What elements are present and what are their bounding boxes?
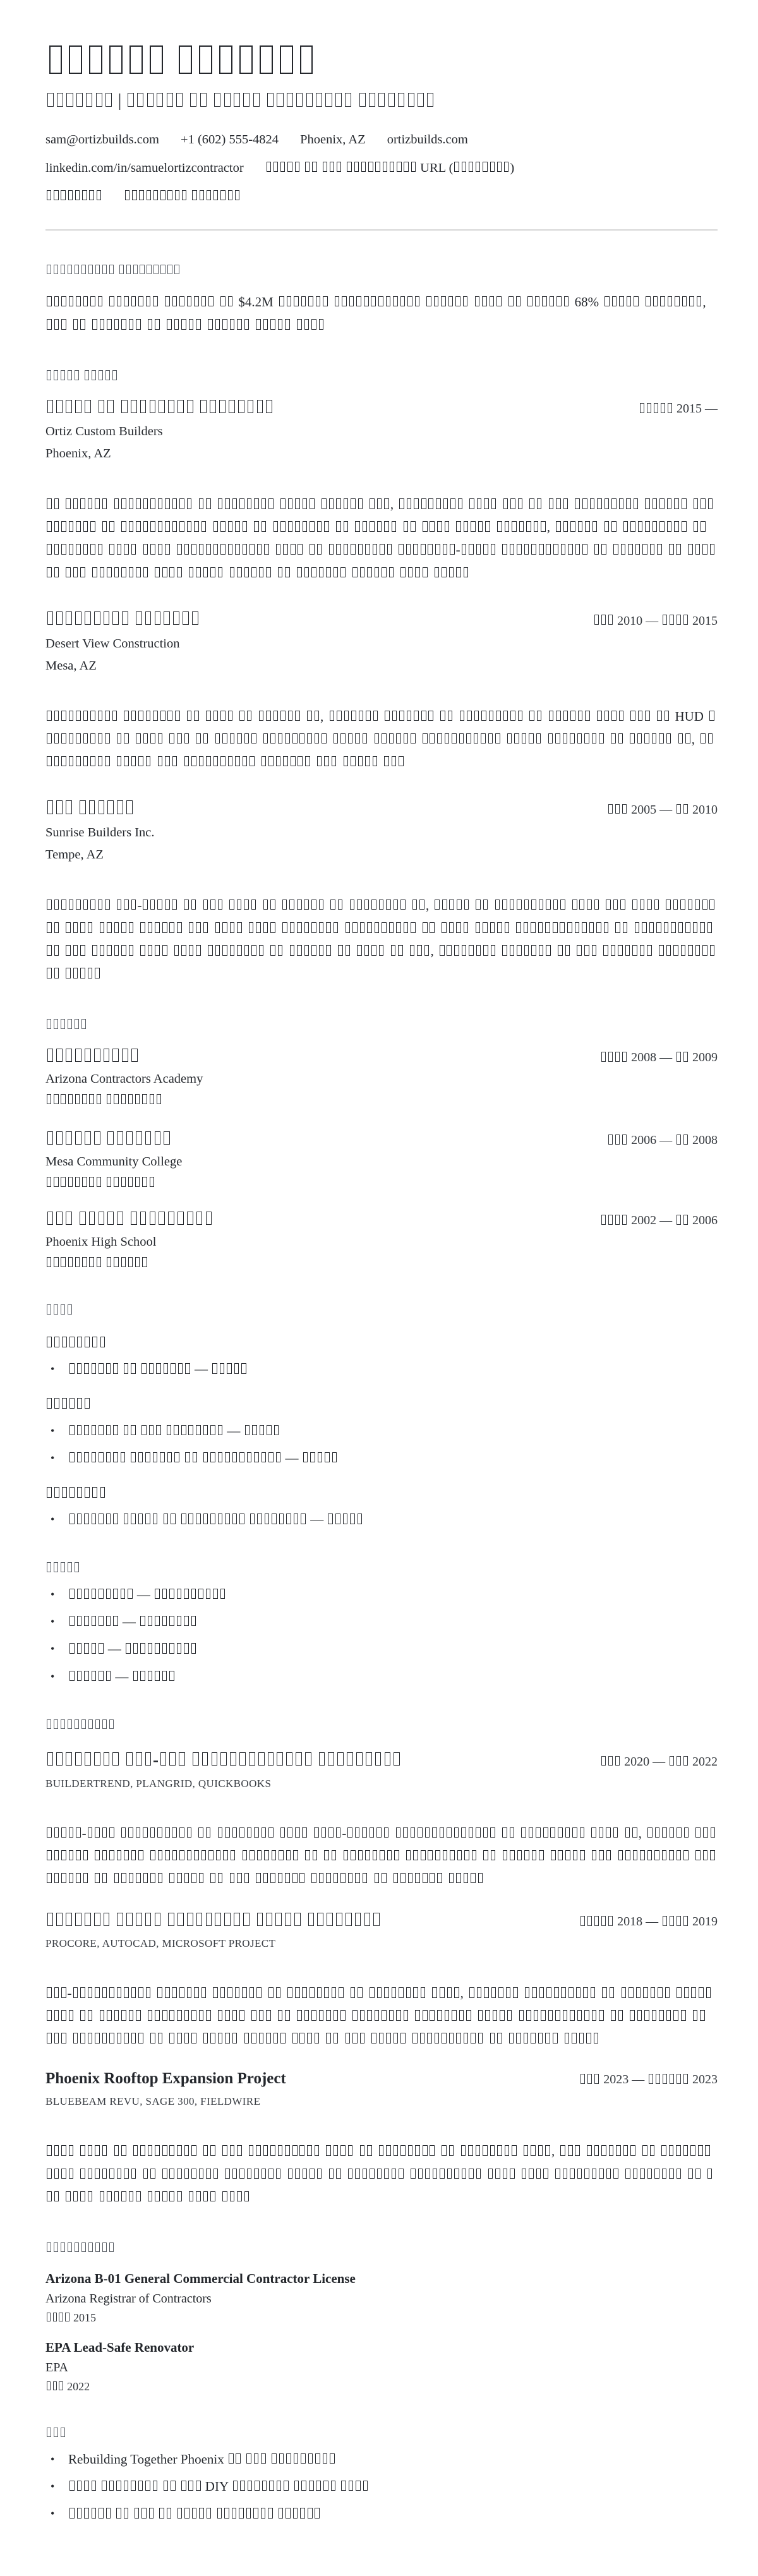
job-title	[45, 397, 274, 417]
contact-row-2	[45, 161, 718, 176]
education-school: Arizona Contractors Academy	[45, 1072, 203, 1086]
section-education	[45, 1018, 718, 1270]
contact-row-1	[45, 133, 718, 147]
job-date: 2010 — 2015	[593, 614, 718, 629]
contact-row-3	[45, 190, 718, 204]
project-header	[45, 2070, 718, 2088]
education-field	[45, 1176, 718, 1190]
languages-list	[45, 1586, 718, 1685]
skill-item: • —	[45, 1361, 718, 1378]
job-company: Sunrise Builders Inc.	[45, 825, 155, 840]
certifications-heading	[45, 2241, 718, 2256]
project-title	[45, 1910, 382, 1930]
certification-name: Arizona B-01 General Commercial Contractor License	[45, 2270, 356, 2286]
language-item: • —	[45, 1613, 718, 1630]
person-name	[45, 43, 718, 80]
project-header	[45, 1910, 718, 1930]
contact-email: sam@ortizbuilds.com	[45, 133, 160, 147]
education-entry	[45, 1129, 718, 1190]
certification-entry	[45, 2271, 718, 2325]
project-tools: PROCORE, AUTOCAD, MICROSOFT PROJECT	[45, 1937, 276, 1950]
project-tools: BUILDERTREND, PLANGRID, QUICKBOOKS	[45, 1777, 272, 1790]
skill-group-list	[45, 1511, 718, 1528]
job-date: 2005 — 2010	[607, 803, 718, 817]
interests-heading	[45, 2426, 718, 2441]
section-languages	[45, 1562, 718, 1685]
job-location: Tempe, AZ	[45, 847, 104, 862]
section-skills	[45, 1303, 718, 1528]
experience-heading	[45, 369, 718, 383]
project-date: 2018 — 2019	[579, 1915, 718, 1929]
language-item: • —	[45, 1668, 718, 1685]
education-school: Phoenix High School	[45, 1235, 157, 1249]
project-description: - - ,	[45, 1822, 718, 1890]
job-entry	[45, 397, 718, 584]
interests-list	[45, 2451, 718, 2523]
job-header	[45, 610, 718, 629]
project-entry	[45, 1750, 718, 1890]
education-field	[45, 1093, 718, 1107]
job-date: 2015 —	[639, 402, 718, 416]
project-description: ,	[45, 2140, 718, 2208]
skill-group-name	[45, 1396, 718, 1412]
contact-website: ortizbuilds.com	[387, 133, 468, 147]
contact-extra-2	[124, 190, 241, 204]
job-description: , HUD ,	[45, 705, 718, 773]
section-projects	[45, 1718, 718, 2208]
skill-item: • —	[45, 1423, 718, 1440]
education-field	[45, 1256, 718, 1270]
education-entry	[45, 1209, 718, 1270]
job-title	[45, 798, 134, 818]
skill-item: • —	[45, 1511, 718, 1528]
education-degree	[45, 1209, 214, 1229]
section-interests	[45, 2426, 718, 2523]
skill-group-list	[45, 1361, 718, 1378]
education-date: 2002 — 2006	[600, 1213, 718, 1228]
certification-date: 2015	[45, 2311, 718, 2325]
education-header	[45, 1129, 718, 1148]
education-degree	[45, 1129, 172, 1148]
education-header	[45, 1046, 718, 1066]
certification-date: 2022	[45, 2380, 718, 2393]
certification-issuer: Arizona Registrar of Contractors	[45, 2291, 212, 2306]
job-entry	[45, 798, 718, 985]
contact-portfolio-url: URL ( )	[265, 161, 515, 176]
job-entry	[45, 610, 718, 773]
section-certifications	[45, 2241, 718, 2393]
section-experience	[45, 369, 718, 985]
interest-item: • Rebuilding Together Phoenix	[45, 2451, 718, 2468]
language-item: • —	[45, 1586, 718, 1603]
project-entry	[45, 2070, 718, 2208]
certification-name: EPA Lead-Safe Renovator	[45, 2339, 195, 2355]
project-tools: BLUEBEAM REVU, SAGE 300, FIELDWIRE	[45, 2095, 261, 2108]
section-summary	[45, 263, 718, 336]
language-item: • —	[45, 1640, 718, 1658]
job-company: Desert View Construction	[45, 636, 180, 651]
education-date: 2008 — 2009	[600, 1050, 718, 1065]
contact-linkedin: linkedin.com/in/samuelortizcontractor	[45, 161, 244, 175]
education-date: 2006 — 2008	[607, 1133, 718, 1148]
contact-phone: +1 (602) 555-4824	[181, 133, 279, 147]
project-date: 2020 — 2022	[600, 1755, 718, 1769]
education-heading	[45, 1018, 718, 1032]
education-header	[45, 1209, 718, 1229]
projects-heading	[45, 1718, 718, 1733]
project-title: Phoenix Rooftop Expansion Project	[45, 2070, 286, 2088]
skill-group-name	[45, 1484, 718, 1501]
skill-group-list	[45, 1423, 718, 1467]
skills-heading	[45, 1303, 718, 1318]
job-location: Phoenix, AZ	[45, 447, 111, 461]
skill-group-name	[45, 1334, 718, 1351]
project-date: 2023 — 2023	[579, 2073, 718, 2087]
contact-location: Phoenix, AZ	[300, 133, 366, 147]
education-entry	[45, 1046, 718, 1107]
job-header	[45, 798, 718, 818]
project-description: - ,	[45, 1982, 718, 2050]
languages-heading	[45, 1562, 718, 1576]
job-location: Mesa, AZ	[45, 658, 97, 673]
summary-text: $4.2M 68% ,	[45, 291, 718, 336]
summary-heading	[45, 263, 718, 278]
resume-header	[45, 43, 718, 231]
job-header	[45, 397, 718, 417]
project-title: -	[45, 1750, 402, 1770]
person-title: |	[45, 91, 718, 111]
contact-extra-1	[45, 190, 102, 204]
project-header	[45, 1750, 718, 1770]
certification-entry	[45, 2340, 718, 2393]
education-school: Mesa Community College	[45, 1155, 183, 1169]
job-title	[45, 610, 200, 629]
job-company: Ortiz Custom Builders	[45, 424, 163, 439]
interest-item: • DIY	[45, 2478, 718, 2495]
job-description: - , ,	[45, 894, 718, 985]
interest-item	[45, 2505, 718, 2522]
skill-item: • —	[45, 1450, 718, 1467]
project-entry	[45, 1910, 718, 2050]
education-degree	[45, 1046, 139, 1066]
job-description: , , -	[45, 493, 718, 584]
certification-issuer: EPA	[45, 2360, 68, 2374]
header-divider	[45, 229, 718, 231]
